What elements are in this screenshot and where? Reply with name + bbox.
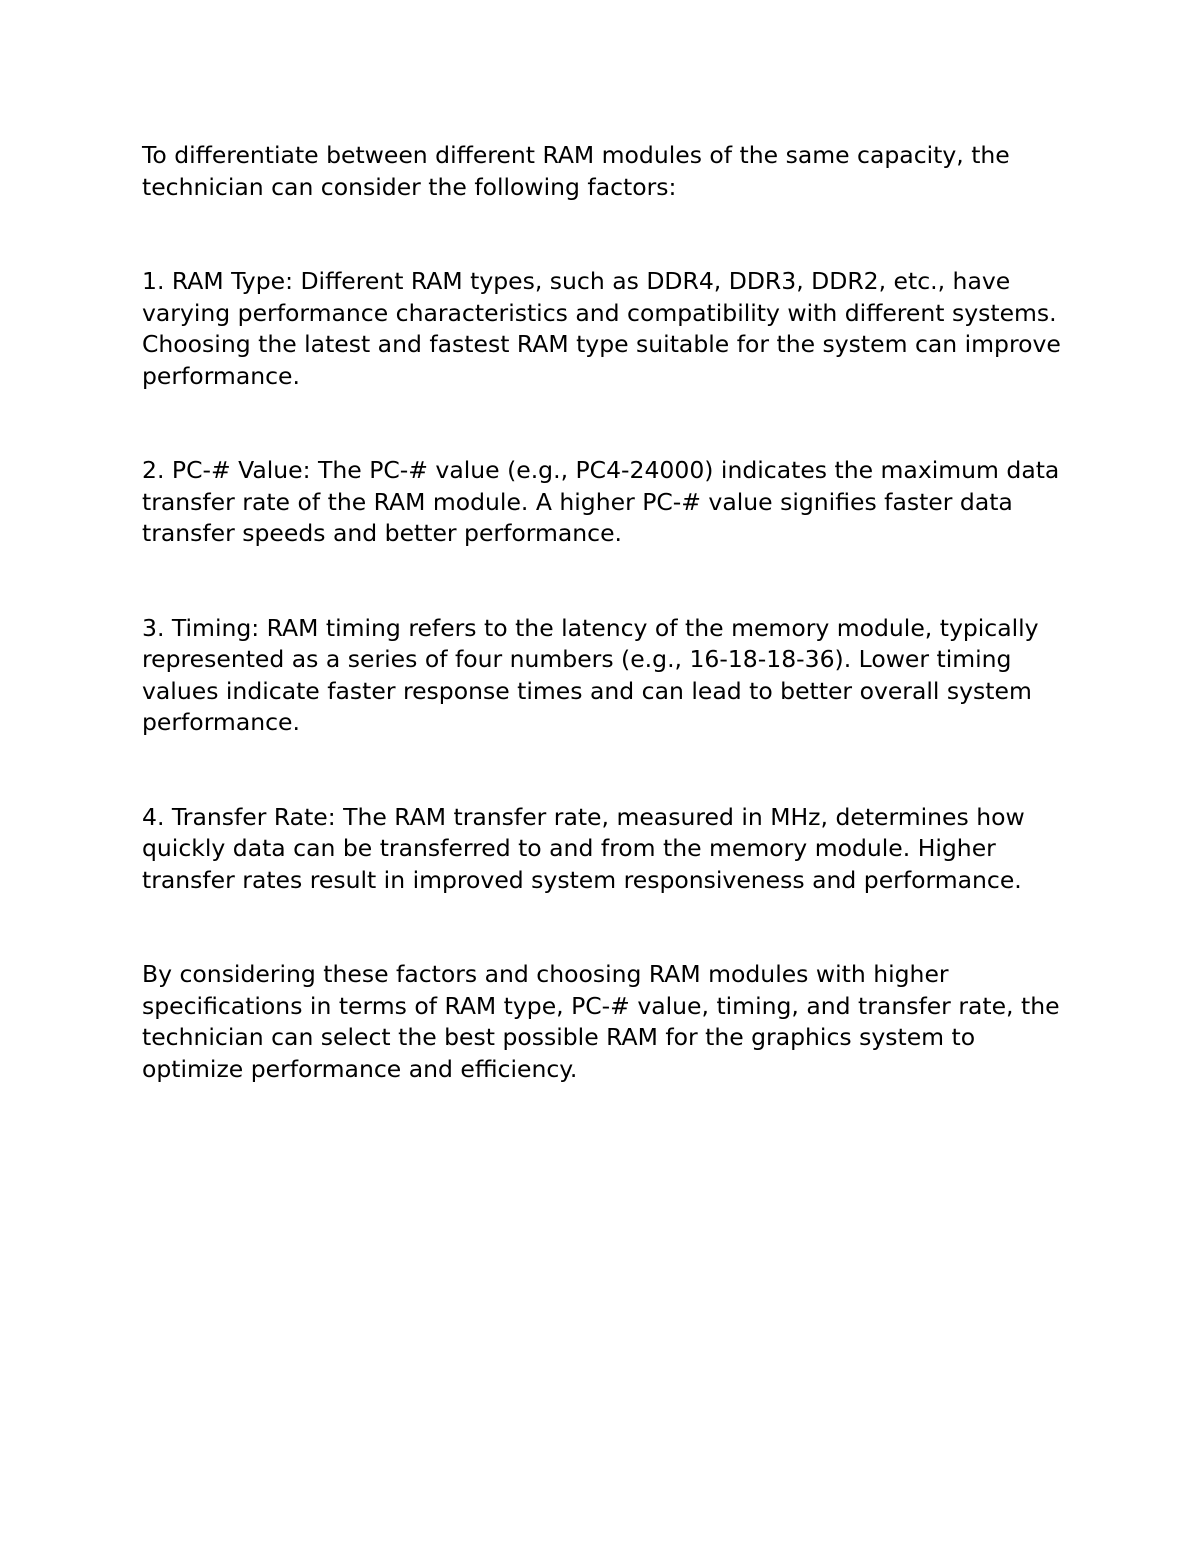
conclusion-paragraph: By considering these factors and choosing RAM modules with higher specifications in terms of RAM type, PC-# value, timing, and transfer rate, the technician can select the best possible RAM for the graphics system to optimize performance and efficiency.: [142, 960, 1060, 1083]
intro-paragraph: To differentiate between different RAM modules of the same capacity, the technician can consider the following factors:: [142, 141, 1010, 201]
factor-timing-paragraph: 3. Timing: RAM timing refers to the latency of the memory module, typically represented as a series of four numbers (e.g., 16-18-18-36). Lower timing values indicate faster response times and can lead to better overall system performance.: [142, 613, 1039, 736]
document-body: [142, 140, 1072, 1085]
factor-pc-value-paragraph: 2. PC-# Value: The PC-# value (e.g., PC4-24000) indicates the maximum data transfer rate of the RAM module. A higher PC-# value signifies faster data transfer speeds and better performance.: [142, 456, 1060, 547]
factor-transfer-rate-paragraph: 4. Transfer Rate: The RAM transfer rate, measured in MHz, determines how quickly data can be transferred to and from the memory module. Higher transfer rates result in improved system responsiveness and performance.: [142, 802, 1025, 894]
factor-ram-type-paragraph: 1. RAM Type: Different RAM types, such as DDR4, DDR3, DDR2, etc., have varying performance characteristics and compatibility with different systems. Choosing the latest and fastest RAM type suitable for the system can improve performance.: [142, 267, 1061, 390]
